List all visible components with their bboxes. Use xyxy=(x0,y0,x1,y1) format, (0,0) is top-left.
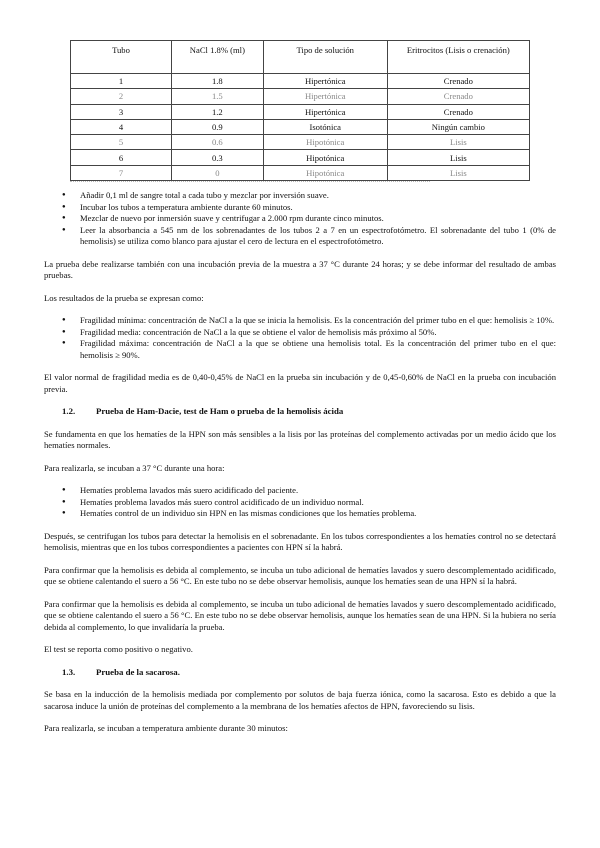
cell: 0.6 xyxy=(171,135,263,150)
cell: Hipertónica xyxy=(263,74,387,89)
paragraph: Para confirmar que la hemolisis es debida al complemento, se incuba un tubo adicional de hematíes lavados y suero descomplementado acidificado, que se obtiene calentando el suero a 56 °C. En este tubo no se debe observar hemolisis, aunque los hematíes sean de una HPN. Si la hubiera no sería debida al complemento, lo que invalidaría la prueba. xyxy=(44,598,556,632)
header-tipo: Tipo de solución xyxy=(263,41,387,74)
paragraph: Después, se centrifugan los tubos para detectar la hemolisis en el sobrenadante. En los tubos correspondientes a los hematíes control no se detectará hemolisis, mientras que en los tubos correspondientes a pacientes con HPN sí la habrá. xyxy=(44,530,556,552)
table-row xyxy=(71,104,530,119)
cell: Crenado xyxy=(387,89,529,104)
cell: Hipotónica xyxy=(263,150,387,165)
list-item: ● Fragilidad media: concentración de NaCl a la que se obtiene el valor de hemolisis más próximo al 50%. xyxy=(62,327,556,339)
section-heading-1-2 xyxy=(44,406,556,418)
cell: 4 xyxy=(71,119,172,134)
section-title: Prueba de la sacarosa. xyxy=(96,666,180,677)
cell: 0 xyxy=(171,165,263,180)
table-row xyxy=(71,119,530,134)
cell: 1.8 xyxy=(171,74,263,89)
cell: 5 xyxy=(71,135,172,150)
fragility-table xyxy=(70,40,530,181)
cell: 7 xyxy=(71,165,172,180)
list-item: ● Incubar los tubos a temperatura ambiente durante 60 minutos. xyxy=(62,202,556,214)
header-tubo: Tubo xyxy=(71,41,172,74)
paragraph: El test se reporta como positivo o negativo. xyxy=(44,644,193,654)
cell: 1 xyxy=(71,74,172,89)
list-item: ● Hematíes control de un individuo sin HPN en las mismas condiciones que los hematíes problema. xyxy=(62,508,556,520)
table-row xyxy=(71,135,530,150)
cell: 3 xyxy=(71,104,172,119)
cell: Ningún cambio xyxy=(387,119,529,134)
section-heading-1-3 xyxy=(44,667,556,679)
table-row xyxy=(71,165,530,180)
cell: Crenado xyxy=(387,74,529,89)
paragraph: Para realizarla, se incuban a temperatura ambiente durante 30 minutos: xyxy=(44,723,288,733)
table-row xyxy=(71,150,530,165)
section-title: Prueba de Ham-Dacie, test de Ham o prueba de la hemolisis ácida xyxy=(96,406,344,416)
paragraph-results-intro: Los resultados de la prueba se expresan como: xyxy=(44,292,204,303)
cell: Hipertónica xyxy=(263,104,387,119)
header-eritrocitos: Eritrocitos (Lisis o crenación) xyxy=(387,41,529,74)
cell: 2 xyxy=(71,89,172,104)
ham-test-list xyxy=(44,485,556,520)
table-row xyxy=(71,74,530,89)
list-item: ● Leer la absorbancia a 545 nm de los sobrenadantes de los tubos 2 a 7 en un espectrofotómetro. El sobrenadante del tubo 1 (0% de hemolisis) se utiliza como blanco para ajustar el cero de lectura en el espectrofotómetro. xyxy=(62,225,556,248)
procedure-steps xyxy=(44,190,556,248)
paragraph: Se fundamenta en que los hematíes de la HPN son más sensibles a la lisis por las proteínas del complemento activadas por un medio ácido que los hematíes normales. xyxy=(44,428,556,450)
list-item: ● Hematíes problema lavados más suero acidificado del paciente. xyxy=(62,485,556,497)
cell: Lisis xyxy=(387,135,529,150)
header-nacl: NaCl 1.8% (ml) xyxy=(171,41,263,74)
table-row xyxy=(71,89,530,104)
cell: Lisis xyxy=(387,150,529,165)
document-body xyxy=(44,190,556,735)
results-list xyxy=(44,315,556,361)
paragraph-incubation: La prueba debe realizarse también con una incubación previa de la muestra a 37 °C durante 24 horas; y se debe informar del resultado de ambas pruebas. xyxy=(44,258,556,280)
list-item: ● Añadir 0,1 ml de sangre total a cada tubo y mezclar por inversión suave. xyxy=(62,190,556,202)
cell: 6 xyxy=(71,150,172,165)
section-number: 1.2. xyxy=(62,406,76,416)
paragraph: Para confirmar que la hemolisis es debida al complemento, se incuba un tubo adicional de hematíes lavados y suero descomplementado acidificado, que se obtiene calentando el suero a 56 °C. En este tubo no se debe observar hemolisis, aunque los hematíes sean de una HPN sí la habrá. xyxy=(44,564,556,586)
cell: Hipertónica xyxy=(263,89,387,104)
section-number: 1.3. xyxy=(62,666,76,677)
table-header-row xyxy=(71,41,530,74)
cell: Crenado xyxy=(387,104,529,119)
paragraph: Para realizarla, se incuban a 37 °C durante una hora: xyxy=(44,462,225,473)
cell: Lisis xyxy=(387,165,529,180)
paragraph: Se basa en la inducción de la hemolisis mediada por complemento por solutos de baja fuerza iónica, como la sacarosa. Esto es debido a que la sacarosa induce la unión de proteínas del complemento a la membrana de los hematíes afectos de HPN, favoreciendo su lisis. xyxy=(44,689,556,711)
list-item: ● Hematíes problema lavados más suero control acidificado de un individuo normal. xyxy=(62,497,556,509)
cut-off-caption-line xyxy=(70,181,430,184)
cell: 0.9 xyxy=(171,119,263,134)
cell: 0.3 xyxy=(171,150,263,165)
paragraph-normal-value: El valor normal de fragilidad media es de 0,40-0,45% de NaCl en la prueba sin incubación y de 0,45-0,60% de NaCl en la prueba con incubación previa. xyxy=(44,372,556,394)
list-item: ● Fragilidad máxima: concentración de NaCl a la que se obtiene una hemolisis total. Es la concentración del primer tubo en el que: hemolisis ≥ 90%. xyxy=(62,338,556,361)
cell: 1.2 xyxy=(171,104,263,119)
list-item: ● Mezclar de nuevo por inmersión suave y centrifugar a 2.000 rpm durante cinco minutos. xyxy=(62,213,556,225)
cell: Hipotónica xyxy=(263,135,387,150)
cell: Hipotónica xyxy=(263,165,387,180)
list-item: ● Fragilidad mínima: concentración de NaCl a la que se inicia la hemolisis. Es la concentración del primer tubo en el que: hemolisis ≥ 10%. xyxy=(62,315,556,327)
cell: Isotónica xyxy=(263,119,387,134)
cell: 1.5 xyxy=(171,89,263,104)
